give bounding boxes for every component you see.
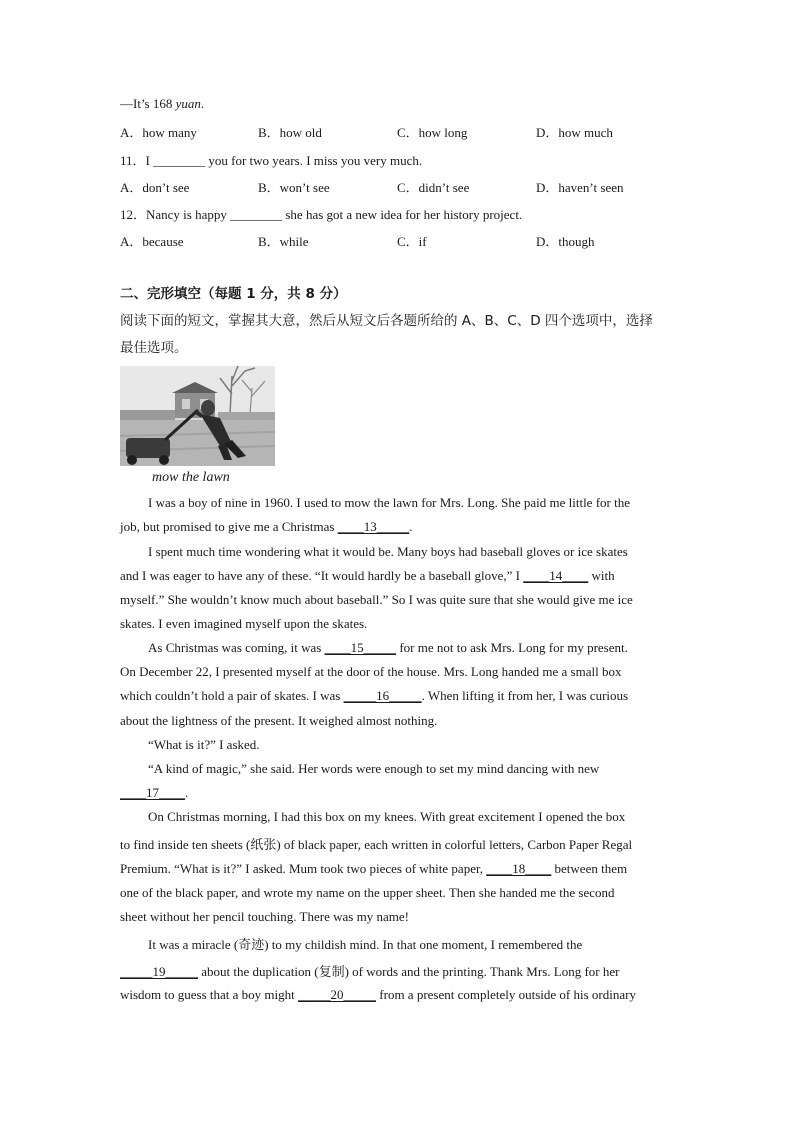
blank-14: ____14____ (523, 568, 589, 583)
passage-line (120, 688, 628, 704)
option-c[interactable]: C．how long (397, 125, 468, 140)
option-d[interactable]: D．how much (536, 125, 613, 140)
passage-text: about the duplication (复制) of words and the printing. Thank Mrs. Long for her (198, 964, 620, 979)
answer-text: —It’s 168 (120, 96, 176, 111)
passage-line: “A kind of magic,” she said. Her words were enough to set my mind dancing with new (148, 761, 600, 776)
passage-line: sheet without her pencil touching. There was my name! (120, 909, 409, 924)
passage-text: job, but promised to give me a Christmas (120, 519, 338, 534)
q12-pre: 12．Nancy is happy (120, 207, 231, 222)
option-c[interactable]: C．didn’t see (397, 180, 470, 195)
passage-text: . (409, 519, 413, 534)
question-12 (120, 204, 522, 223)
passage-line: “What is it?” I asked. (148, 737, 260, 752)
passage-line: to find inside ten sheets (纸张) of black paper, each written in colorful letters, Carbon Paper Regal (120, 837, 633, 852)
answer-unit: yuan (175, 96, 201, 111)
blank-16: _____16_____ (343, 688, 422, 703)
answer-line (120, 96, 204, 112)
photo-caption: mow the lawn (152, 470, 230, 485)
passage-text: . When lifting it from her, I was curious (421, 688, 629, 703)
option-c[interactable]: C．if (397, 234, 427, 249)
q12-post: she has got a new idea for her history project. (282, 207, 523, 222)
blank-18: ____18____ (486, 861, 552, 876)
passage-line (120, 961, 619, 980)
passage-text: . (185, 785, 189, 800)
question-11 (120, 150, 422, 169)
option-b[interactable]: B．how old (258, 125, 322, 140)
passage-text: between them (551, 861, 628, 876)
passage-text: for me not to ask Mrs. Long for my present. (396, 640, 628, 655)
instruction-line-2: 最佳选项。 (120, 340, 188, 356)
passage-text: As Christmas was coming, it was (148, 640, 325, 655)
option-a[interactable]: A．because (120, 234, 184, 249)
blank-19: _____19_____ (120, 964, 198, 979)
q12-blank: ________ (230, 207, 283, 222)
option-b[interactable]: B．won’t see (258, 180, 330, 195)
passage-line (120, 519, 412, 535)
option-d[interactable]: D．though (536, 234, 595, 249)
blank-15: ____15_____ (324, 640, 397, 655)
passage-line: about the lightness of the present. It weighed almost nothing. (120, 713, 438, 728)
passage-text: with (588, 568, 615, 583)
passage-text: and I was eager to have any of these. “It would hardly be a baseball glove,” I (120, 568, 524, 583)
passage-line (120, 568, 615, 584)
passage-line: I was a boy of nine in 1960. I used to mow the lawn for Mrs. Long. She paid me little for the (148, 495, 630, 510)
passage-line (148, 640, 628, 656)
passage-line: On December 22, I presented myself at the door of the house. Mrs. Long handed me a small box (120, 664, 622, 679)
passage-text: Premium. “What is it?” I asked. Mum took two pieces of white paper, (120, 861, 487, 876)
passage-line: On Christmas morning, I had this box on my knees. With great excitement I opened the box (148, 809, 626, 824)
section-heading: 二、完形填空（每题 1 分，共 8 分） (120, 286, 347, 302)
passage-line: myself.” She wouldn’t know much about baseball.” So I was quite sure that she would give me ice (120, 592, 633, 607)
lawn-mowing-photo (120, 366, 275, 466)
passage-line (120, 987, 636, 1003)
passage-line (120, 861, 627, 877)
option-a[interactable]: A．how many (120, 125, 197, 140)
q11-post: you for two years. I miss you very much. (205, 153, 423, 168)
blank-17: ____17____ (120, 785, 185, 800)
passage-line: I spent much time wondering what it would be. Many boys had baseball gloves or ice skates (148, 544, 628, 559)
blank-20: _____20_____ (298, 987, 377, 1002)
q11-blank: ________ (153, 153, 206, 168)
instruction-line-1: 阅读下面的短文，掌握其大意，然后从短文后各题所给的 A、B、C、D 四个选项中，选择 (120, 313, 653, 329)
passage-line (120, 785, 188, 801)
option-b[interactable]: B．while (258, 234, 309, 249)
option-d[interactable]: D．haven’t seen (536, 180, 624, 195)
passage-line: one of the black paper, and wrote my name on the upper sheet. Then she handed me the second (120, 885, 615, 900)
q11-pre: 11．I (120, 153, 154, 168)
passage-text: from a present completely outside of his ordinary (376, 987, 636, 1002)
blank-13: ____13_____ (337, 519, 410, 534)
passage-line: It was a miracle (奇迹) to my childish mind. In that one moment, I remembered the (148, 937, 583, 952)
answer-period: . (200, 96, 205, 111)
option-a[interactable]: A．don’t see (120, 180, 190, 195)
passage-line: skates. I even imagined myself upon the skates. (120, 616, 368, 631)
passage-text: which couldn’t hold a pair of skates. I was (120, 688, 344, 703)
passage-text: wisdom to guess that a boy might (120, 987, 299, 1002)
